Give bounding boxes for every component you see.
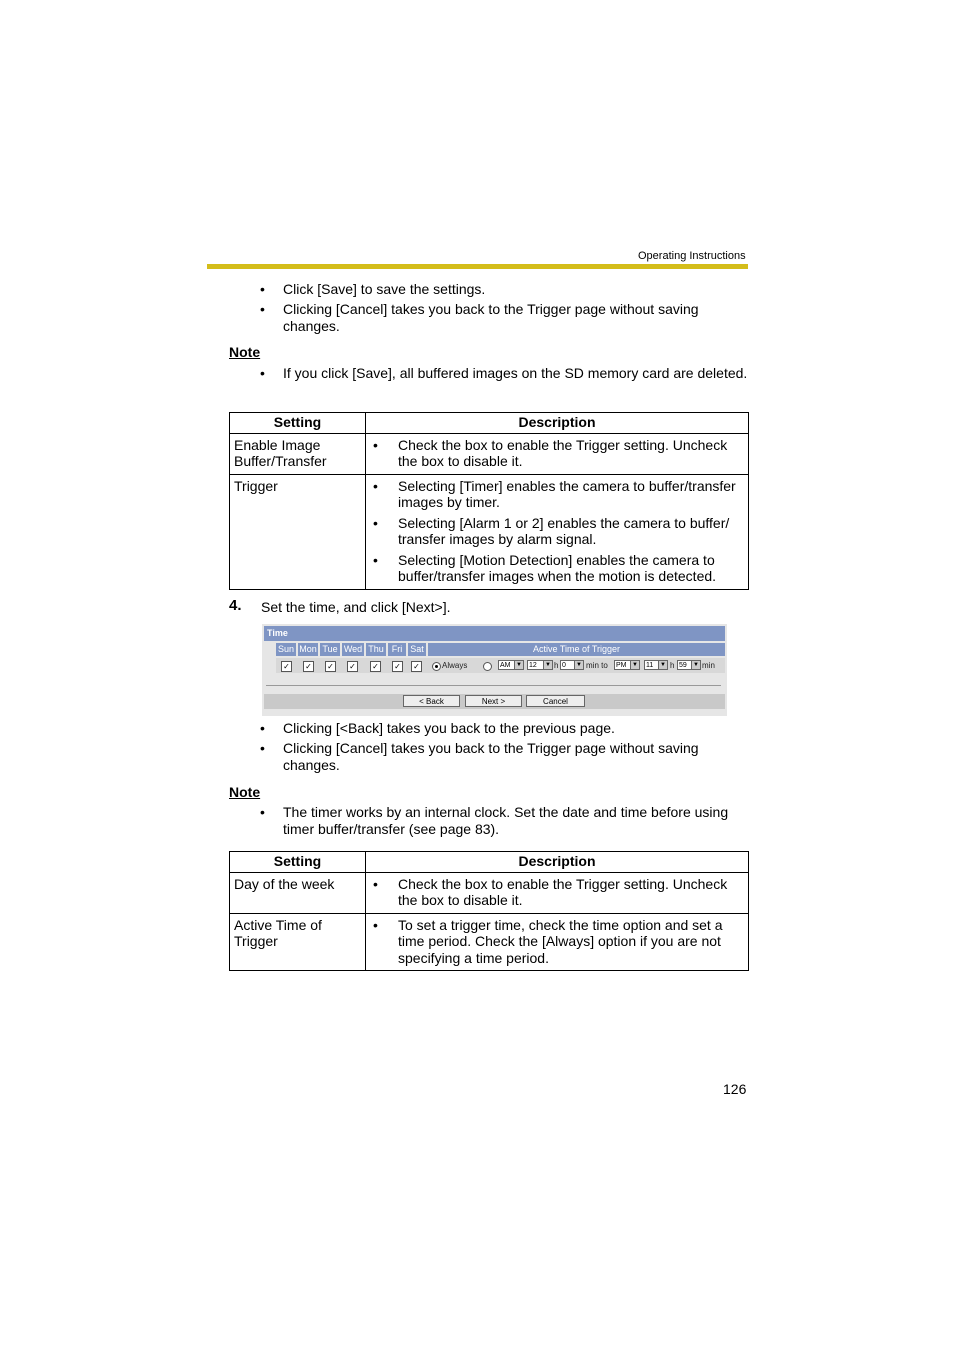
list-item: • Selecting [Timer] enables the camera to buffer/transfer images by timer.	[370, 478, 742, 511]
day-header-sun: Sun	[277, 644, 294, 654]
description-cell	[366, 433, 749, 474]
setting-cell: Active Time of Trigger	[230, 913, 366, 971]
start-hour-select[interactable]	[527, 660, 553, 670]
list-item: • Check the box to enable the Trigger setting. Uncheck the box to disable it.	[370, 876, 742, 909]
list-item: • Clicking [Cancel] takes you back to the Trigger page without saving changes.	[229, 301, 748, 335]
time-period-radio[interactable]	[483, 662, 492, 671]
start-ampm-value: AM	[500, 662, 511, 669]
checkbox-mon[interactable]: ✓	[303, 661, 314, 672]
h-label: h	[670, 661, 675, 670]
day-header-sat: Sat	[408, 643, 426, 656]
step-text: Set the time, and click [Next>].	[261, 599, 451, 615]
list-item: • Selecting [Motion Detection] enables the camera to buffer/transfer images when the motion is detected.	[370, 552, 742, 585]
table-row	[230, 474, 749, 589]
back-button[interactable]: < Back	[403, 695, 460, 707]
header-rule	[207, 264, 748, 269]
setting-cell: Trigger	[230, 474, 366, 589]
end-min-select[interactable]	[677, 660, 701, 670]
chevron-down-icon: ▼	[658, 661, 667, 669]
page-number: 126	[723, 1081, 747, 1097]
start-hour-value: 12	[529, 662, 537, 669]
list-item: • The timer works by an internal clock. Set the date and time before using timer buffer/transfer (see page 83).	[229, 804, 748, 838]
time-settings-screenshot	[262, 624, 727, 716]
list-item: • Selecting [Alarm 1 or 2] enables the camera to buffer/ transfer images by alarm signal.	[370, 515, 742, 548]
day-header-tue: Tue	[320, 643, 340, 656]
note-list	[229, 804, 748, 841]
chevron-down-icon: ▼	[630, 661, 639, 669]
column-header: Setting	[230, 413, 366, 434]
setting-cell: Enable Image Buffer/Transfer	[230, 433, 366, 474]
bullet-list-mid	[229, 720, 748, 777]
checkbox-wed[interactable]: ✓	[347, 661, 358, 672]
end-min-value: 59	[679, 662, 687, 669]
always-label: Always	[442, 661, 468, 670]
checkbox-fri[interactable]: ✓	[392, 661, 403, 672]
list-item: • Clicking [Cancel] takes you back to the Trigger page without saving changes.	[229, 740, 748, 774]
end-ampm-value: PM	[616, 662, 627, 669]
list-item: • Clicking [<Back] takes you back to the previous page.	[229, 720, 748, 737]
list-item: • Check the box to enable the Trigger setting. Uncheck the box to disable it.	[370, 437, 742, 470]
list-item: • Click [Save] to save the settings.	[229, 281, 748, 298]
h-label: h	[554, 661, 559, 670]
end-ampm-select[interactable]	[614, 660, 640, 670]
table-row	[230, 872, 749, 913]
always-radio[interactable]	[432, 662, 441, 671]
min-to-label: min to	[586, 661, 608, 670]
column-header: Setting	[230, 852, 366, 873]
note-heading: Note	[229, 344, 261, 360]
start-min-select[interactable]	[560, 660, 584, 670]
chevron-down-icon: ▼	[574, 661, 583, 669]
checkbox-tue[interactable]: ✓	[325, 661, 336, 672]
table-row	[230, 433, 749, 474]
description-cell	[366, 474, 749, 589]
chevron-down-icon: ▼	[543, 661, 552, 669]
description-cell	[366, 872, 749, 913]
step-number: 4.	[229, 597, 242, 614]
list-item: • If you click [Save], all buffered images on the SD memory card are deleted.	[229, 365, 748, 382]
setting-cell: Day of the week	[230, 872, 366, 913]
day-header-wed: Wed	[343, 644, 363, 654]
note-list	[229, 365, 748, 385]
active-time-header: Active Time of Trigger	[428, 643, 725, 656]
settings-table-1	[229, 412, 749, 590]
checkbox-sun[interactable]: ✓	[281, 661, 292, 672]
day-header-thu: Thu	[366, 643, 386, 656]
description-cell	[366, 913, 749, 971]
end-hour-value: 11	[646, 662, 654, 669]
bullet-list-top	[229, 281, 748, 338]
min-label: min	[702, 661, 715, 670]
chevron-down-icon: ▼	[514, 661, 523, 669]
start-ampm-select[interactable]	[498, 660, 524, 670]
column-header: Description	[366, 852, 749, 873]
table-row	[230, 913, 749, 971]
next-button[interactable]: Next >	[465, 695, 522, 707]
column-header: Description	[366, 413, 749, 434]
list-item: • To set a trigger time, check the time option and set a time period. Check the [Always] option if you are not specifying a time period.	[370, 917, 742, 967]
start-min-value: 0	[562, 662, 566, 669]
end-hour-select[interactable]	[644, 660, 668, 670]
divider	[266, 685, 721, 686]
settings-table-2	[229, 851, 749, 971]
checkbox-thu[interactable]: ✓	[370, 661, 381, 672]
panel-title: Time	[264, 626, 725, 641]
cancel-button[interactable]: Cancel	[526, 695, 585, 707]
chevron-down-icon: ▼	[691, 661, 700, 669]
day-header-fri: Fri	[388, 643, 406, 656]
checkbox-sat[interactable]: ✓	[411, 661, 422, 672]
day-header-mon: Mon	[299, 644, 317, 654]
running-header: Operating Instructions	[638, 250, 746, 262]
note-heading: Note	[229, 784, 261, 800]
